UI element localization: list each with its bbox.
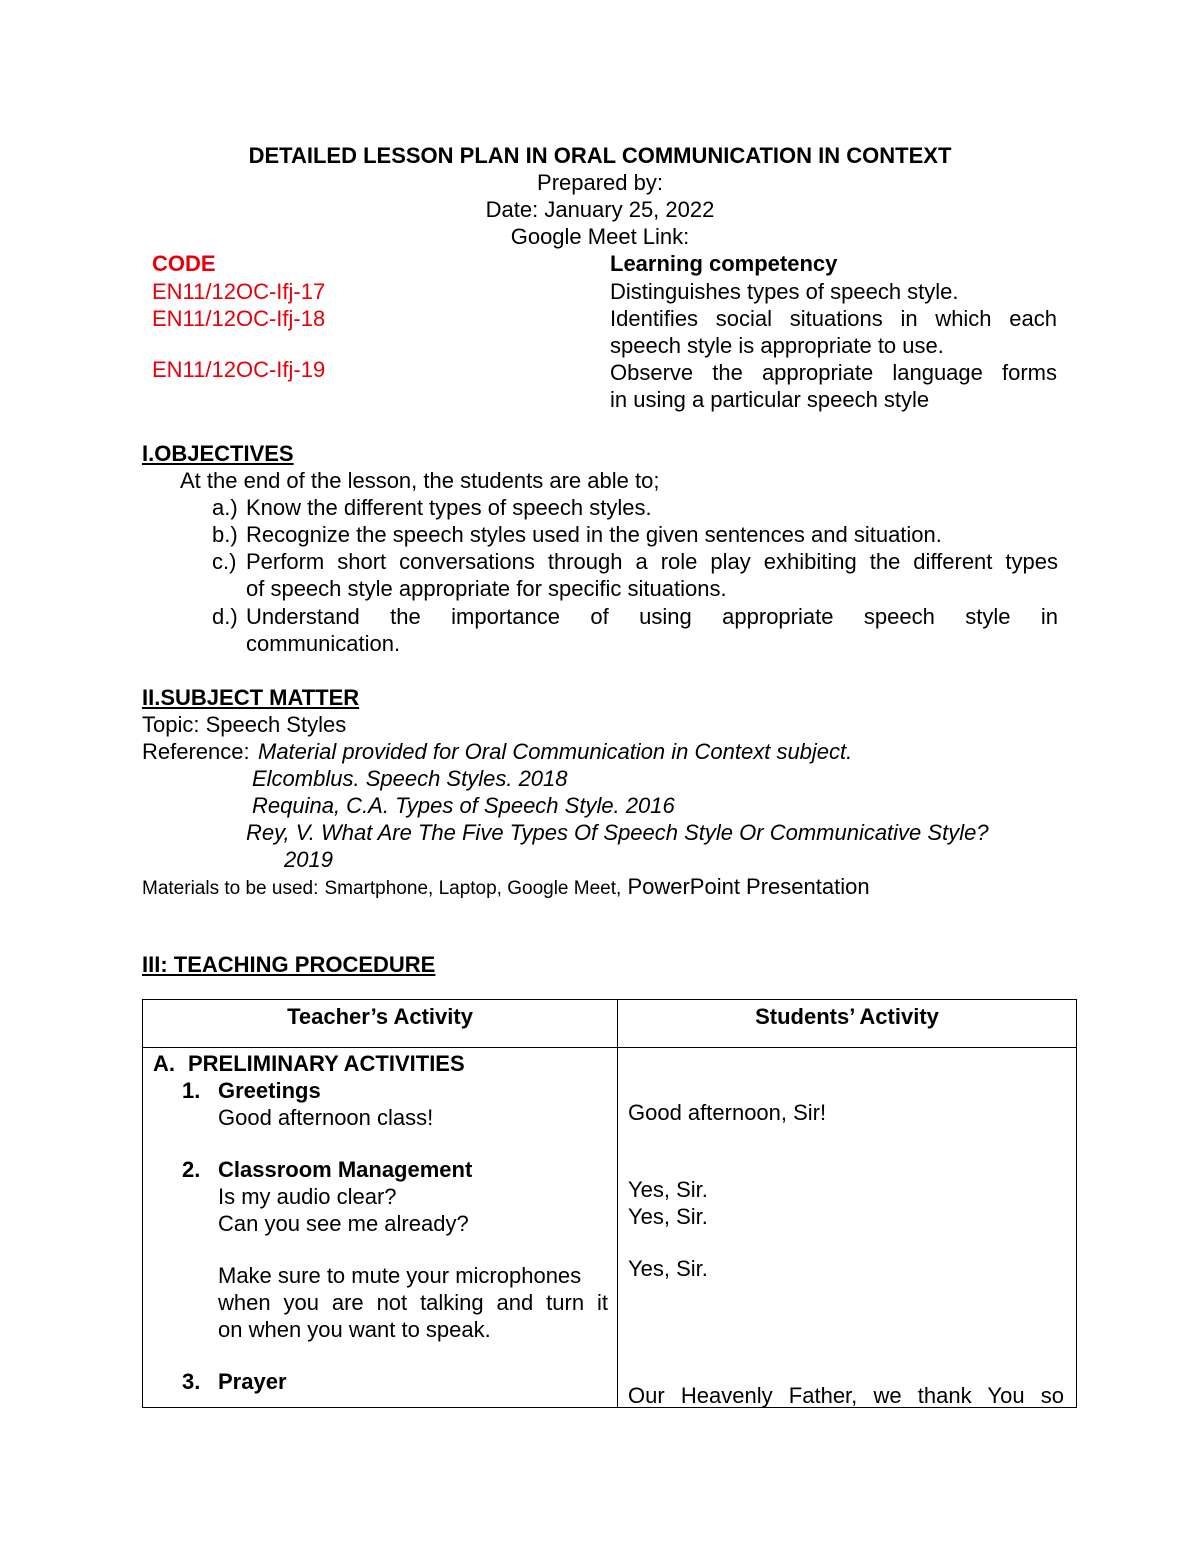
student-line: Yes, Sir. bbox=[628, 1204, 708, 1229]
competency-item: Observe the appropriate language forms bbox=[610, 360, 1057, 385]
document-title: DETAILED LESSON PLAN IN ORAL COMMUNICATION IN CONTEXT bbox=[248, 143, 952, 168]
step-number: 1. bbox=[182, 1078, 201, 1103]
section-title: PRELIMINARY ACTIVITIES bbox=[188, 1051, 465, 1076]
competency-heading: Learning competency bbox=[610, 251, 838, 276]
teacher-line: Good afternoon class! bbox=[218, 1105, 434, 1130]
step-title: Greetings bbox=[218, 1078, 321, 1103]
reference-item: Rey, V. What Are The Five Types Of Speech Style Or Communicative Style? bbox=[246, 820, 989, 845]
meet-link-line: Google Meet Link: bbox=[510, 224, 690, 249]
objective-marker: c.) bbox=[212, 549, 237, 574]
date-line: Date: January 25, 2022 bbox=[485, 197, 715, 222]
teacher-line: Is my audio clear? bbox=[218, 1184, 397, 1209]
section-marker: A. bbox=[153, 1051, 175, 1076]
objective-item-cont: communication. bbox=[246, 631, 401, 656]
students-activity-cell bbox=[618, 1048, 1077, 1408]
objective-item: Recognize the speech styles used in the given sentences and situation. bbox=[246, 522, 942, 547]
student-line: Good afternoon, Sir! bbox=[628, 1100, 827, 1125]
reference-label: Reference: bbox=[142, 739, 250, 764]
reference-item: Material provided for Oral Communication in Context subject. bbox=[258, 739, 853, 764]
teacher-line: Make sure to mute your microphones bbox=[218, 1263, 582, 1288]
code-item: EN11/12OC-Ifj-18 bbox=[152, 306, 326, 331]
student-line: Our Heavenly Father, we thank You so bbox=[628, 1383, 1064, 1408]
competency-item: Identifies social situations in which each bbox=[610, 306, 1057, 331]
objective-item: Know the different types of speech styles. bbox=[246, 495, 652, 520]
objectives-intro: At the end of the lesson, the students are able to; bbox=[180, 468, 660, 493]
materials-label: Materials to be used: bbox=[142, 878, 319, 899]
objective-marker: b.) bbox=[212, 522, 238, 547]
reference-item: Requina, C.A. Types of Speech Style. 2016 bbox=[252, 793, 675, 818]
competency-item: Distinguishes types of speech style. bbox=[610, 279, 959, 304]
competency-item-cont: in using a particular speech style bbox=[610, 387, 930, 412]
objective-marker: a.) bbox=[212, 495, 238, 520]
teacher-column-header: Teacher’s Activity bbox=[143, 1000, 618, 1048]
materials-list: Smartphone, Laptop, Google Meet, bbox=[324, 878, 622, 899]
teacher-line: Can you see me already? bbox=[218, 1211, 469, 1236]
objective-marker: d.) bbox=[212, 604, 238, 629]
reference-item-cont: 2019 bbox=[284, 847, 333, 872]
students-column-header: Students’ Activity bbox=[618, 1000, 1077, 1048]
code-item: EN11/12OC-Ifj-19 bbox=[152, 357, 326, 382]
code-heading: CODE bbox=[152, 251, 216, 276]
materials-tail: PowerPoint Presentation bbox=[627, 874, 870, 899]
prepared-by: Prepared by: bbox=[537, 170, 663, 195]
topic-line: Topic: Speech Styles bbox=[142, 712, 347, 737]
objectives-heading: I.OBJECTIVES bbox=[142, 441, 294, 466]
teacher-line: on when you want to speak. bbox=[218, 1317, 491, 1342]
step-number: 2. bbox=[182, 1157, 201, 1182]
materials-line bbox=[142, 873, 870, 902]
objective-item: Understand the importance of using appropriate speech style in bbox=[246, 604, 1058, 629]
competency-item-cont: speech style is appropriate to use. bbox=[610, 333, 944, 358]
student-line: Yes, Sir. bbox=[628, 1177, 708, 1202]
student-line: Yes, Sir. bbox=[628, 1256, 708, 1281]
code-item: EN11/12OC-Ifj-17 bbox=[152, 279, 326, 304]
objective-item-cont: of speech style appropriate for specific situations. bbox=[246, 576, 727, 601]
objective-item: Perform short conversations through a role play exhibiting the different types bbox=[246, 549, 1058, 574]
step-title: Classroom Management bbox=[218, 1157, 473, 1182]
procedure-table bbox=[142, 999, 1077, 1408]
step-number: 3. bbox=[182, 1369, 201, 1394]
subject-matter-heading: II.SUBJECT MATTER bbox=[142, 685, 360, 710]
reference-item: Elcomblus. Speech Styles. 2018 bbox=[252, 766, 568, 791]
teacher-activity-cell bbox=[143, 1048, 618, 1408]
procedure-heading: III: TEACHING PROCEDURE bbox=[142, 952, 436, 977]
step-title: Prayer bbox=[218, 1369, 287, 1394]
teacher-line: when you are not talking and turn it bbox=[218, 1290, 608, 1315]
